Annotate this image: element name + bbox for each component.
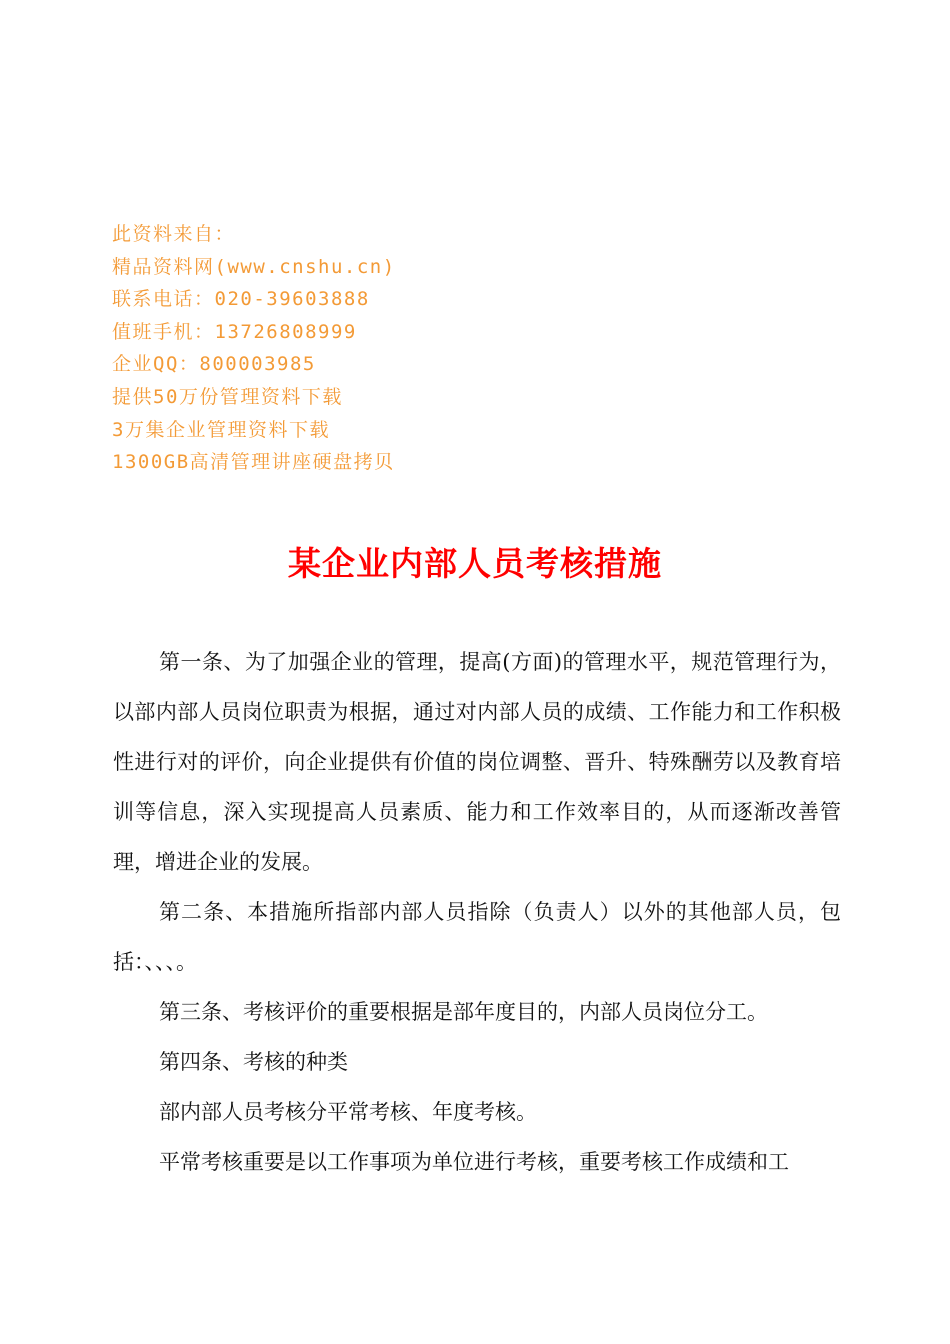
source-line-website: 精品资料网(www.cnshu.cn) <box>112 255 396 278</box>
paragraph-article-2: 第二条、本措施所指部内部人员指除（负责人）以外的其他部人员，包括：、、、。 <box>113 900 841 974</box>
source-line-offer-lectures: 1300GB高清管理讲座硬盘拷贝 <box>112 451 395 474</box>
paragraph-regular-assessment: 平常考核重要是以工作事项为单位进行考核，重要考核工作成绩和工 <box>159 1150 789 1174</box>
paragraph-article-4: 第四条、考核的种类 <box>159 1050 348 1074</box>
document-title: 某企业内部人员考核措施 <box>288 544 662 583</box>
paragraph-article-3: 第三条、考核评价的重要根据是部年度目的，内部人员岗位分工。 <box>159 1000 768 1024</box>
paragraph-article-1: 第一条、为了加强企业的管理，提高(方面)的管理水平，规范管理行为，以部内部人员岗位职责为根据，通过对内部人员的成绩、工作能力和工作积极性进行对的评价，向企业提供有价值的岗位调整、晋升、特殊酬劳以及教育培训等信息，深入实现提高人员素质、能力和工作效率目的，从而逐渐改善管理，增进企业的发展。 <box>113 650 841 874</box>
source-line-offer-videos: 3万集企业管理资料下载 <box>112 418 330 441</box>
source-line-qq: 企业QQ：800003985 <box>112 353 316 376</box>
document-body <box>113 637 841 1187</box>
source-line-mobile: 值班手机：13726808999 <box>112 320 357 343</box>
source-info-block <box>112 218 612 479</box>
source-line-offer-docs: 提供50万份管理资料下载 <box>112 385 343 408</box>
source-line-intro: 此资料来自： <box>112 223 236 245</box>
source-line-phone: 联系电话：020-39603888 <box>112 288 370 311</box>
paragraph-assessment-types: 部内部人员考核分平常考核、年度考核。 <box>159 1100 537 1124</box>
